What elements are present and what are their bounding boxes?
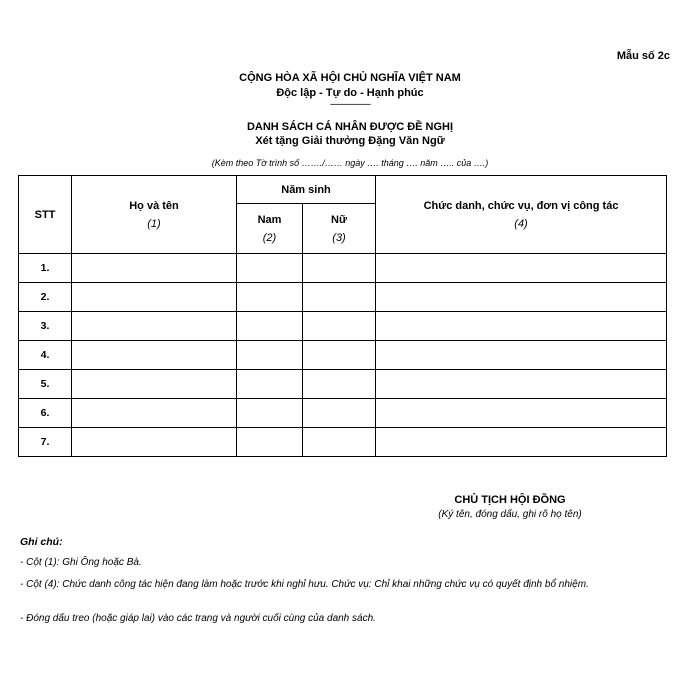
header-female: Nữ (3) (303, 204, 376, 254)
cell-name[interactable] (72, 399, 237, 428)
table-row (19, 312, 667, 341)
cell-position[interactable] (376, 370, 667, 399)
cell-position[interactable] (376, 254, 667, 283)
cell-name[interactable] (72, 312, 237, 341)
row-number: 3. (19, 312, 72, 341)
cell-name[interactable] (72, 428, 237, 457)
cell-female[interactable] (303, 399, 376, 428)
cell-male[interactable] (237, 399, 303, 428)
motto: Độc lập - Tự do - Hạnh phúc (276, 87, 424, 99)
row-number: 5. (19, 370, 72, 399)
header-position: Chức danh, chức vụ, đơn vị công tác (4) (376, 176, 667, 254)
cell-name[interactable] (72, 283, 237, 312)
header-stt: STT (19, 176, 72, 254)
table-row (19, 341, 667, 370)
cell-position[interactable] (376, 312, 667, 341)
row-number: 4. (19, 341, 72, 370)
cell-male[interactable] (237, 370, 303, 399)
motto-divider: -------------------- (330, 99, 370, 109)
cell-female[interactable] (303, 341, 376, 370)
header-male: Nam (2) (237, 204, 303, 254)
note-item: - Đóng dấu treo (hoặc giáp lai) vào các trang và người cuối cùng của danh sách. (20, 613, 376, 624)
cell-male[interactable] (237, 312, 303, 341)
nominee-table (18, 175, 667, 457)
signature-title: CHỦ TỊCH HỘI ĐỒNG (454, 494, 566, 506)
cell-position[interactable] (376, 283, 667, 312)
header-name: Họ và tên (1) (72, 176, 237, 254)
header-name-number: (1) (147, 217, 161, 230)
notes-title: Ghi chú: (20, 536, 63, 548)
row-number: 2. (19, 283, 72, 312)
cell-female[interactable] (303, 312, 376, 341)
header-position-number: (4) (514, 217, 528, 230)
nation-title: CỘNG HÒA XÃ HỘI CHỦ NGHĨA VIỆT NAM (239, 72, 461, 84)
note-item: - Cột (4): Chức danh công tác hiện đang làm hoặc trước khi nghỉ hưu. Chức vụ: Chỉ khai những chức vụ có quyết định bổ nhiệm. (20, 579, 589, 590)
table-row (19, 399, 667, 428)
row-number: 6. (19, 399, 72, 428)
table-row (19, 254, 667, 283)
attachment-reference: (Kèm theo Tờ trình số ……./…… ngày …. tháng …. năm ….. của ….) (211, 158, 489, 168)
document-subtitle: Xét tặng Giải thưởng Đặng Văn Ngữ (255, 135, 445, 147)
row-number: 7. (19, 428, 72, 457)
cell-male[interactable] (237, 254, 303, 283)
cell-female[interactable] (303, 254, 376, 283)
cell-female[interactable] (303, 428, 376, 457)
cell-name[interactable] (72, 341, 237, 370)
row-number: 1. (19, 254, 72, 283)
table-row (19, 428, 667, 457)
document-title: DANH SÁCH CÁ NHÂN ĐƯỢC ĐỀ NGHỊ (246, 121, 454, 133)
cell-female[interactable] (303, 283, 376, 312)
header-female-number: (3) (332, 231, 346, 244)
signature-note: (Ký tên, đóng dấu, ghi rõ họ tên) (438, 509, 582, 520)
cell-position[interactable] (376, 428, 667, 457)
cell-position[interactable] (376, 341, 667, 370)
note-item: - Cột (1): Ghi Ông hoặc Bà. (20, 557, 142, 568)
cell-position[interactable] (376, 399, 667, 428)
cell-male[interactable] (237, 428, 303, 457)
cell-male[interactable] (237, 283, 303, 312)
header-birth-year: Năm sinh (237, 176, 376, 204)
cell-name[interactable] (72, 254, 237, 283)
cell-male[interactable] (237, 341, 303, 370)
cell-name[interactable] (72, 370, 237, 399)
cell-female[interactable] (303, 370, 376, 399)
table-row (19, 370, 667, 399)
header-male-number: (2) (262, 231, 277, 244)
form-number: Mẫu số 2c (616, 50, 670, 62)
table-row (19, 283, 667, 312)
